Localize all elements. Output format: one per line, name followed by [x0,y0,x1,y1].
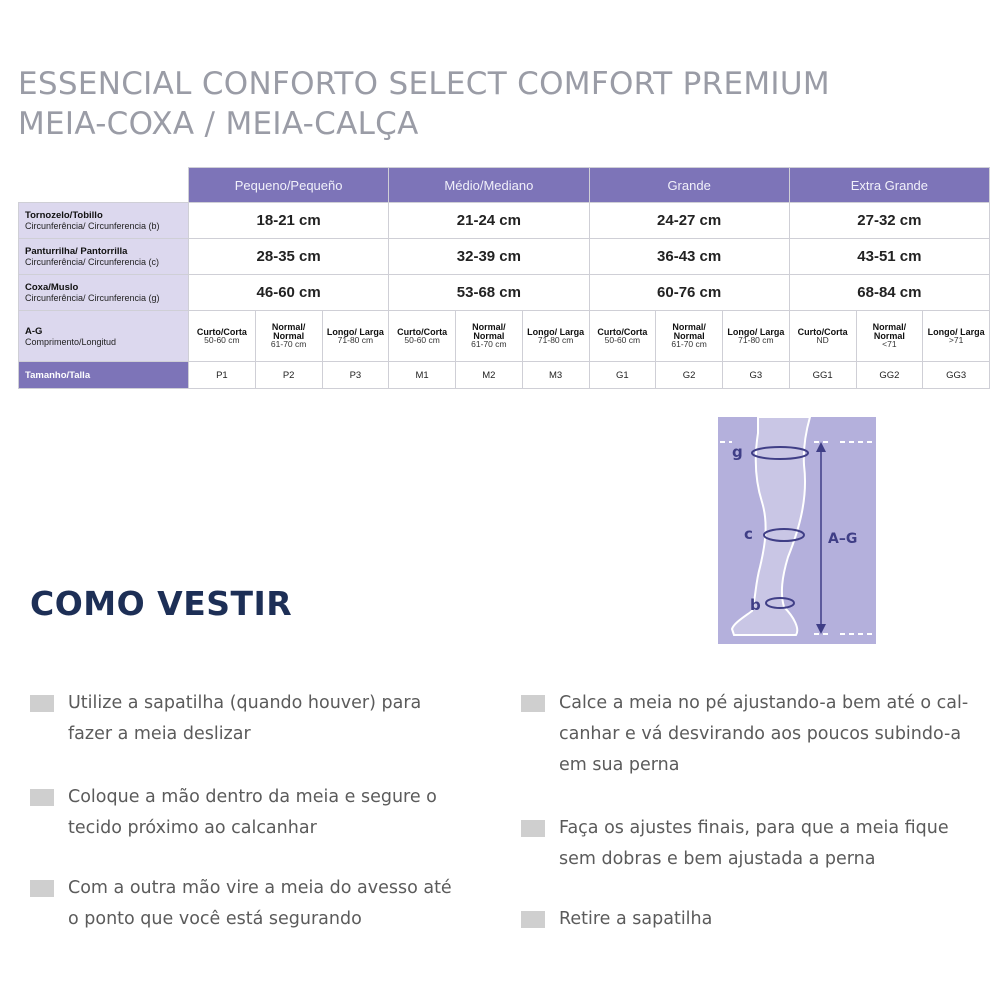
calf-value: 43-51 cm [789,239,989,275]
step-text: Calce a meia no pé ajustando-a bem até o cal- canhar e vá desvirando aos poucos subindo-a em sua perna [559,693,969,775]
length-cell: Longo/ Larga 71-80 cm [522,311,589,362]
thigh-row-label [19,275,189,311]
size-code: G1 [589,362,656,389]
calf-value: 36-43 cm [589,239,789,275]
step-item [30,873,490,937]
length-cell: Normal/ Normal 61-70 cm [456,311,523,362]
length-cell: Curto/Corta 50-60 cm [389,311,456,362]
group-medio: Médio/Mediano [389,168,589,203]
ag-arrow-top [816,442,826,452]
size-code: P1 [189,362,256,389]
size-code: M2 [456,362,523,389]
calf-row-label [19,239,189,275]
size-code-label: Tamanho/Talla [25,369,91,381]
length-cell: Longo/ Larga >71 [923,311,990,362]
ankle-row [19,203,990,239]
size-code: M3 [522,362,589,389]
length-row [19,311,990,362]
product-title: ESSENCIAL CONFORTO SELECT COMFORT PREMIUM [18,66,830,102]
length-cell: Curto/Corta ND [789,311,856,362]
table-corner [19,168,189,203]
ag-arrow-bottom [816,624,826,634]
how-to-heading: COMO VESTIR [30,584,293,623]
size-code: P3 [322,362,389,389]
length-cell: Curto/Corta 50-60 cm [189,311,256,362]
step-item [30,782,490,846]
group-grande: Grande [589,168,789,203]
leg-illustration [718,417,876,644]
size-code-row [19,362,990,389]
size-group-header-row [19,168,990,203]
step-text: Faça os ajustes finais, para que a meia fique sem dobras e bem ajustada a perna [559,818,949,869]
thigh-row [19,275,990,311]
calf-value: 28-35 cm [189,239,389,275]
size-code: G2 [656,362,723,389]
size-code: P2 [255,362,322,389]
calf-sublabel: Circunferência/ Circunferencia (c) [25,257,160,267]
leg-measurement-diagram [718,417,876,644]
length-cell: Normal/ Normal 61-70 cm [255,311,322,362]
size-table [18,167,990,389]
label-c: c [744,525,753,543]
step-text: Coloque a mão dentro da meia e segure o tecido próximo ao calcanhar [68,787,437,838]
ankle-sublabel: Circunferência/ Circunferencia (b) [25,221,160,231]
length-row-label [19,311,189,362]
length-cell: Normal/ Normal <71 [856,311,923,362]
length-cell: Curto/Corta 50-60 cm [589,311,656,362]
bullet-square-icon [30,880,54,897]
bullet-square-icon [521,911,545,928]
calf-row [19,239,990,275]
thigh-sublabel: Circunferência/ Circunferencia (g) [25,293,160,303]
bullet-square-icon [30,695,54,712]
label-b: b [750,596,761,614]
step-text: Utilize a sapatilha (quando houver) para fazer a meia deslizar [68,693,422,744]
ankle-value: 27-32 cm [789,203,989,239]
step-item [521,813,991,877]
length-cell: Longo/ Larga 71-80 cm [723,311,790,362]
ankle-value: 21-24 cm [389,203,589,239]
ankle-value: 24-27 cm [589,203,789,239]
bullet-square-icon [521,695,545,712]
bullet-square-icon [521,820,545,837]
step-text: Retire a sapatilha [559,909,713,929]
length-cell: Longo/ Larga 71-80 cm [322,311,389,362]
ankle-label: Tornozelo/Tobillo [25,210,103,221]
size-code: M1 [389,362,456,389]
label-g: g [732,443,743,461]
size-code: GG3 [923,362,990,389]
length-label: A-G [25,325,43,337]
bullet-square-icon [30,789,54,806]
length-sublabel: Comprimento/Longitud [25,336,117,347]
label-ag: A–G [828,531,858,547]
calf-label: Panturrilha/ Pantorrilla [25,246,128,257]
group-pequeno: Pequeno/Pequeño [189,168,389,203]
step-item [30,688,490,752]
ankle-row-label [19,203,189,239]
thigh-label: Coxa/Muslo [25,282,79,293]
thigh-value: 68-84 cm [789,275,989,311]
step-item [521,688,991,784]
thigh-value: 53-68 cm [389,275,589,311]
length-cell: Normal/ Normal 61-70 cm [656,311,723,362]
step-item [521,904,991,938]
size-code: GG2 [856,362,923,389]
thigh-value: 60-76 cm [589,275,789,311]
size-code: G3 [723,362,790,389]
ankle-value: 18-21 cm [189,203,389,239]
step-text: Com a outra mão vire a meia do avesso até o ponto que você está segurando [68,878,452,929]
size-code: GG1 [789,362,856,389]
size-code-row-label [19,362,189,389]
group-extra-grande: Extra Grande [789,168,989,203]
product-subtitle: MEIA-COXA / MEIA-CALÇA [18,106,419,142]
thigh-value: 46-60 cm [189,275,389,311]
calf-value: 32-39 cm [389,239,589,275]
